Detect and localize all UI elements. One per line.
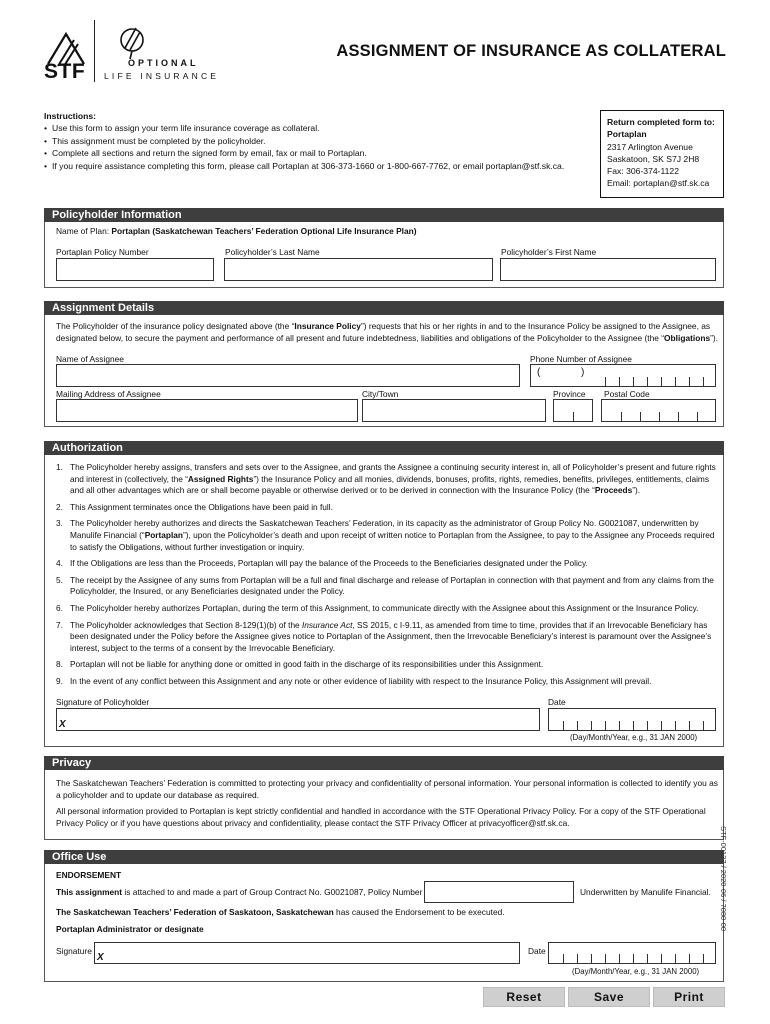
assignment-text-b: Insurance Policy xyxy=(294,321,361,331)
instruction-item: • Complete all sections and return the signed form by email, fax or mail to Portaplan. xyxy=(44,147,584,159)
authorization-item-number: 9. xyxy=(56,675,63,686)
assignment-text-a: The Policyholder of the insurance policy designated above (the “ xyxy=(56,321,295,331)
authorization-item-number: 4. xyxy=(56,558,63,569)
office-admin-label: Portaplan Administrator or designate xyxy=(56,924,204,934)
authorization-item xyxy=(56,620,716,655)
policyholder-date-label: Date xyxy=(548,697,566,707)
section-assignment-heading: Assignment Details xyxy=(44,301,724,315)
logo-divider xyxy=(94,20,95,82)
authorization-item-number: 6. xyxy=(56,602,63,613)
instructions xyxy=(44,110,584,172)
assignee-address-field[interactable] xyxy=(56,399,358,422)
print-button[interactable]: Print xyxy=(653,987,725,1007)
plan-name xyxy=(56,226,417,236)
section-office xyxy=(44,864,724,982)
return-heading: Return completed form to: xyxy=(607,117,715,127)
authorization-item xyxy=(56,603,716,615)
authorization-item-number: 3. xyxy=(56,518,63,529)
privacy-paragraph-2: All personal information provided to Portaplan is kept strictly confidential and handled in accordance with the STF Operational Privacy Policy. For a copy of the STF Operational Privacy Policy or if you have questions about privacy and confidentiality, please contact the STF Privacy Officer at privacyofficer@stf.sk.ca. xyxy=(56,806,706,828)
return-address-1: 2317 Arlington Avenue xyxy=(607,141,693,152)
last-name-label: Policyholder’s Last Name xyxy=(225,247,320,257)
logo-stf-text: STF xyxy=(44,60,86,83)
section-authorization-heading: Authorization xyxy=(44,441,724,455)
phone-open-paren: ( xyxy=(537,367,541,378)
endorsement-line-1-bold: This assignment xyxy=(56,887,123,897)
assignment-text xyxy=(56,320,718,344)
assignment-text-e: ”). xyxy=(710,333,719,343)
section-policyholder-heading: Policyholder Information xyxy=(44,208,724,222)
endorsement-line-2-bold: The Saskatchewan Teachers’ Federation of Saskatoon, Saskatchewan xyxy=(56,907,334,917)
plan-name-value: Portaplan (Saskatchewan Teachers’ Federation Optional Life Insurance Plan) xyxy=(111,226,417,236)
authorization-item xyxy=(56,676,716,688)
instructions-title: Instructions: xyxy=(44,111,97,121)
save-button[interactable]: Save xyxy=(568,987,650,1007)
authorization-list xyxy=(56,462,716,693)
return-org: Portaplan xyxy=(607,129,647,140)
assignee-name-field[interactable] xyxy=(56,364,520,387)
last-name-field[interactable] xyxy=(224,258,493,281)
return-fax: Fax: 306-374-1122 xyxy=(607,166,679,177)
assignee-postal-field[interactable] xyxy=(601,399,716,422)
assignee-phone-field[interactable] xyxy=(530,364,716,387)
form-side-code: STF-00127 / 2020-06 / 7080-00 xyxy=(719,826,728,932)
authorization-item xyxy=(56,558,716,570)
authorization-item-text: Portaplan will not be liable for anything done or omitted in good faith in the discharge of its responsibilities under this Assignment. xyxy=(70,659,544,670)
authorization-item xyxy=(56,575,716,598)
first-name-label: Policyholder’s First Name xyxy=(501,247,597,257)
assignment-text-d: Obligations xyxy=(664,333,711,343)
authorization-item xyxy=(56,462,716,497)
endorsement-line-1-text: is attached to and made a part of Group Contract No. G0021087, Policy Number xyxy=(124,887,423,897)
office-signature-field[interactable] xyxy=(94,942,520,964)
office-signature-x-mark: X xyxy=(97,952,104,963)
office-date-label: Date xyxy=(528,946,546,956)
authorization-item xyxy=(56,518,716,553)
endorsement-title: ENDORSEMENT xyxy=(56,870,122,880)
return-address-box xyxy=(600,110,724,198)
endorsement-line-2 xyxy=(56,907,505,917)
authorization-item-text: The Policyholder hereby assigns, transfers and sets over to the Assignee, and grants the Assignee a continuing security interest in, all of Policyholder’s present and future rights and interest in (collectively, the “Assigned Rights”) the Insurance Policy and all monies, dividends, bonuses, profits, rights, remedies, benefits, privileges, entitlements, claims and all other advantages which are or shall become payable or otherwise derived or to be derived in connection with the Insurance Policy (the “Proceeds”). xyxy=(70,462,716,496)
office-policy-number-field[interactable] xyxy=(424,881,574,903)
assignee-city-label: City/Town xyxy=(362,389,399,399)
assignee-city-field[interactable] xyxy=(362,399,546,422)
authorization-item-text: The Policyholder hereby authorizes and directs the Saskatchewan Teachers’ Federation, in its capacity as the administrator of Group Policy No. G0021087, underwritten by Manulife Financial (“Portaplan”), upon the Policyholder’s death and upon receipt of written notice to Portaplan from the Assignee, to pay to the Assignee any Proceeds required to satisfy the Obligations, without further investigation or inquiry. xyxy=(70,518,715,552)
instruction-item: • If you require assistance completing this form, please call Portaplan at 306-373-1660 or 1-800-667-7762, or email portaplan@stf.sk.ca. xyxy=(44,160,584,172)
logo-optional-text: OPTIONAL xyxy=(128,58,199,68)
first-name-field[interactable] xyxy=(500,258,716,281)
optional-life-logo-icon xyxy=(112,26,152,60)
phone-close-paren: ) xyxy=(581,367,585,378)
authorization-item-text: This Assignment terminates once the Obligations have been paid in full. xyxy=(70,501,333,512)
office-date-field[interactable] xyxy=(548,942,716,964)
endorsement-line-2-text: has caused the Endorsement to be executed. xyxy=(336,907,505,917)
office-signature-label: Signature xyxy=(56,946,92,956)
policy-number-field[interactable] xyxy=(56,258,214,281)
authorization-item-number: 8. xyxy=(56,659,63,670)
policyholder-signature-label: Signature of Policyholder xyxy=(56,697,150,707)
instruction-item: • This assignment must be completed by the policyholder. xyxy=(44,135,584,147)
logo-life-insurance-text: LIFE INSURANCE xyxy=(104,71,220,81)
authorization-item-text: The receipt by the Assignee of any sums from Portaplan will be a full and final discharge and release of Portaplan in connection with that payment and from any claims from the Policyholder, the Insured, or any Beneficiaries designated under the Policy. xyxy=(70,574,714,597)
document-title: ASSIGNMENT OF INSURANCE AS COLLATERAL xyxy=(336,42,726,60)
privacy-paragraph-1: The Saskatchewan Teachers’ Federation is committed to protecting your privacy and confidentiality of personal information. Your personal information is collected to identify you as a policyholder and to update our database as required. xyxy=(56,778,718,800)
authorization-item-number: 5. xyxy=(56,574,63,585)
authorization-item-number: 1. xyxy=(56,462,63,472)
policyholder-date-hint: (Day/Month/Year, e.g., 31 JAN 2000) xyxy=(570,733,698,742)
authorization-item xyxy=(56,502,716,514)
authorization-item-text: In the event of any conflict between this Assignment and any note or other evidence of liability with respect to the Insurance Policy, this Assignment will prevail. xyxy=(70,675,652,686)
assignment-text-c: ”) requests that his or her rights in and to the Insurance Policy be assigned to the Assignee, as designated below, to secure the payment and performance of all present and future indebtedness, liabilities and obligations of the Policyholder to the Assignee (the “ xyxy=(56,321,711,343)
policy-number-label: Portaplan Policy Number xyxy=(56,247,149,257)
endorsement-line-1 xyxy=(56,887,422,897)
section-office-heading: Office Use xyxy=(44,850,724,864)
reset-button[interactable]: Reset xyxy=(483,987,565,1007)
plan-name-label: Name of Plan: xyxy=(56,226,110,236)
signature-x-mark: X xyxy=(59,719,66,730)
instruction-item: • Use this form to assign your term life insurance coverage as collateral. xyxy=(44,122,584,134)
policyholder-date-field[interactable] xyxy=(548,708,716,731)
assignee-phone-label: Phone Number of Assignee xyxy=(530,354,632,364)
authorization-item-number: 7. xyxy=(56,619,63,630)
authorization-item-number: 2. xyxy=(56,501,63,512)
authorization-item-text: The Policyholder acknowledges that Section 8-129(1)(b) of the Insurance Act, SS 2015, c I-9.11, as amended from time to time, provides that if an Irrevocable Beneficiary has been designated under the Policy before the Assignee gives notice to Portaplan of the Assignment, then the Irrevocable Beneficiary’s interest is paramount over the Assignee’s interest, subject to the terms of a consent by the Irrevocable Beneficiary. xyxy=(70,619,712,653)
assignee-province-field[interactable] xyxy=(553,399,593,422)
endorsement-line-1-end: Underwritten by Manulife Financial. xyxy=(580,887,711,897)
return-address-2: Saskatoon, SK S7J 2H8 xyxy=(607,153,700,164)
return-email: Email: portaplan@stf.sk.ca xyxy=(607,178,710,189)
office-date-hint: (Day/Month/Year, e.g., 31 JAN 2000) xyxy=(572,967,700,976)
policyholder-signature-field[interactable] xyxy=(56,708,540,731)
assignee-postal-label: Postal Code xyxy=(604,389,650,399)
authorization-item-text: If the Obligations are less than the Proceeds, Portaplan will pay the balance of the Proceeds to the Beneficiaries designated under the Policy. xyxy=(70,558,588,569)
assignee-name-label: Name of Assignee xyxy=(56,354,124,364)
authorization-item xyxy=(56,659,716,671)
authorization-item-text: The Policyholder hereby authorizes Portaplan, during the term of this Assignment, to communicate directly with the Assignee about this Assignment or the Insurance Policy. xyxy=(70,602,699,613)
assignee-address-label: Mailing Address of Assignee xyxy=(56,389,161,399)
section-privacy-heading: Privacy xyxy=(44,756,724,770)
assignee-province-label: Province xyxy=(553,389,586,399)
